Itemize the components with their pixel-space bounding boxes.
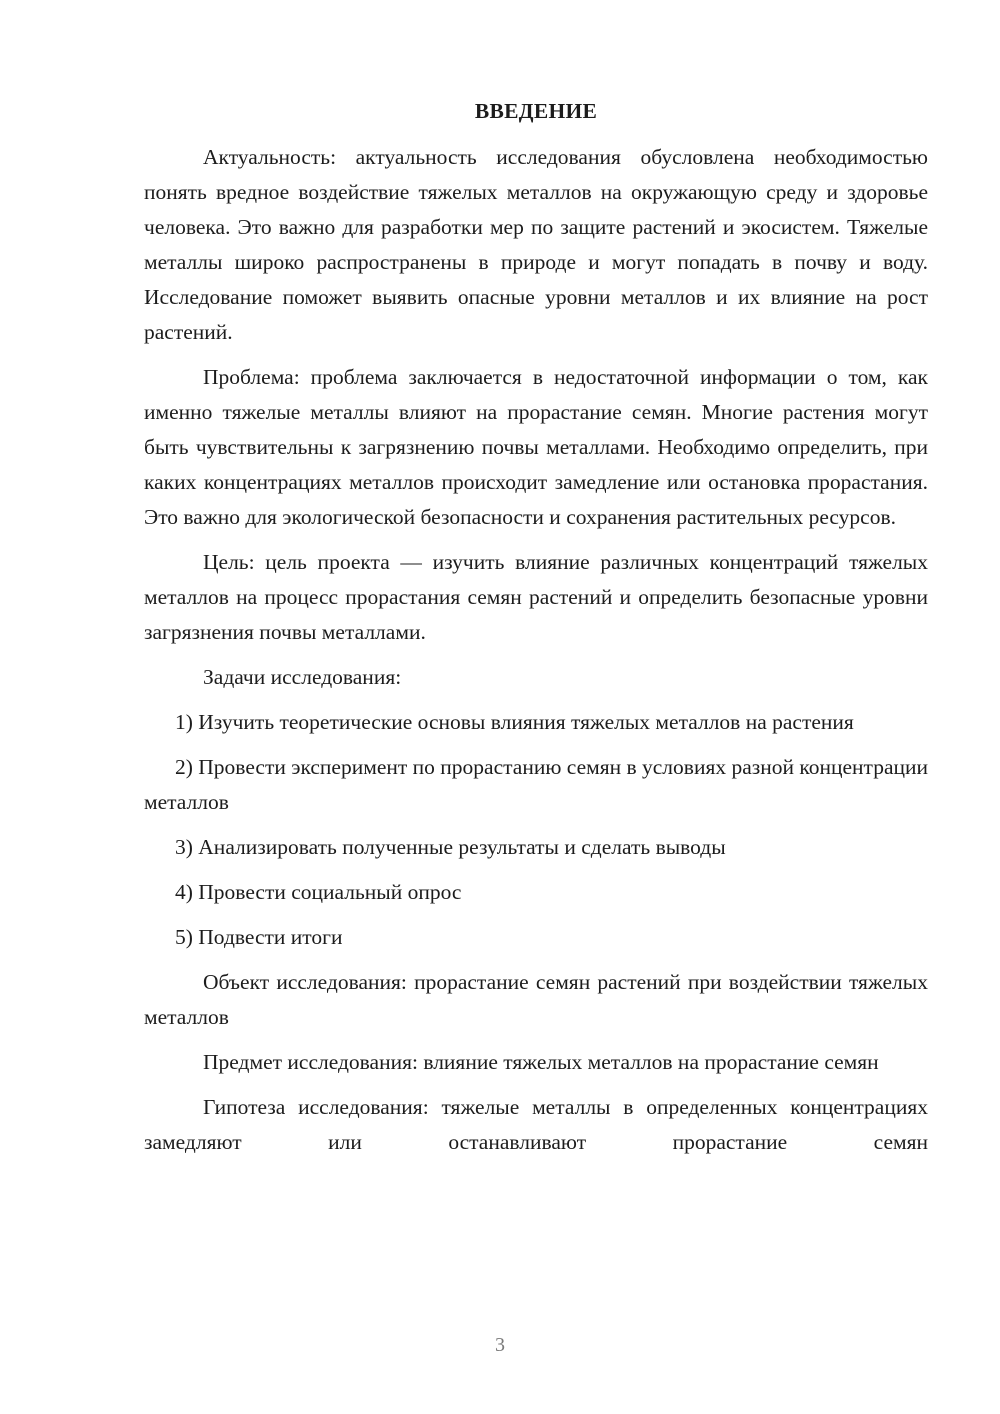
paragraph-goal: Цель: цель проекта — изучить влияние различных концентраций тяжелых металлов на процесс прорастания семян растений и определить безопасные уровни загрязнения почвы металлами. — [144, 550, 928, 644]
paragraph-subject: Предмет исследования: влияние тяжелых металлов на прорастание семян — [203, 1050, 879, 1074]
document-page — [144, 96, 928, 1160]
task-item-1: 1) Изучить теоретические основы влияния тяжелых металлов на растения — [175, 710, 854, 734]
task-item-5: 5) Подвести итоги — [175, 925, 343, 949]
paragraph-hypothesis: Гипотеза исследования: тяжелые металлы в определенных концентрациях замедляют или останавливают прорастание семян — [144, 1095, 928, 1154]
paragraph-object: Объект исследования: прорастание семян растений при воздействии тяжелых металлов — [144, 970, 928, 1029]
tasks-heading: Задачи исследования: — [203, 665, 402, 689]
page-title: ВВЕДЕНИЕ — [474, 99, 598, 123]
paragraph-problem: Проблема: проблема заключается в недостаточной информации о том, как именно тяжелые металлы влияют на прорастание семян. Многие растения могут быть чувствительны к загрязнению почвы металлами. Необходимо определить, при каких концентрациях металлов происходит замедление или остановка прорастания. Это важно для экологической безопасности и сохранения растительных ресурсов. — [144, 365, 928, 529]
task-item-4: 4) Провести социальный опрос — [175, 880, 462, 904]
paragraph-relevance: Актуальность: актуальность исследования обусловлена необходимостью понять вредное воздействие тяжелых металлов на окружающую среду и здоровье человека. Это важно для разработки мер по защите растений и экосистем. Тяжелые металлы широко распространены в природе и могут попадать в почву и воду. Исследование поможет выявить опасные уровни металлов и их влияние на рост растений. — [144, 145, 928, 344]
task-item-2: 2) Провести эксперимент по прорастанию семян в условиях разной концентрации металлов — [144, 755, 929, 814]
task-item-3: 3) Анализировать полученные результаты и сделать выводы — [175, 835, 726, 859]
page-number: 3 — [495, 1334, 505, 1356]
